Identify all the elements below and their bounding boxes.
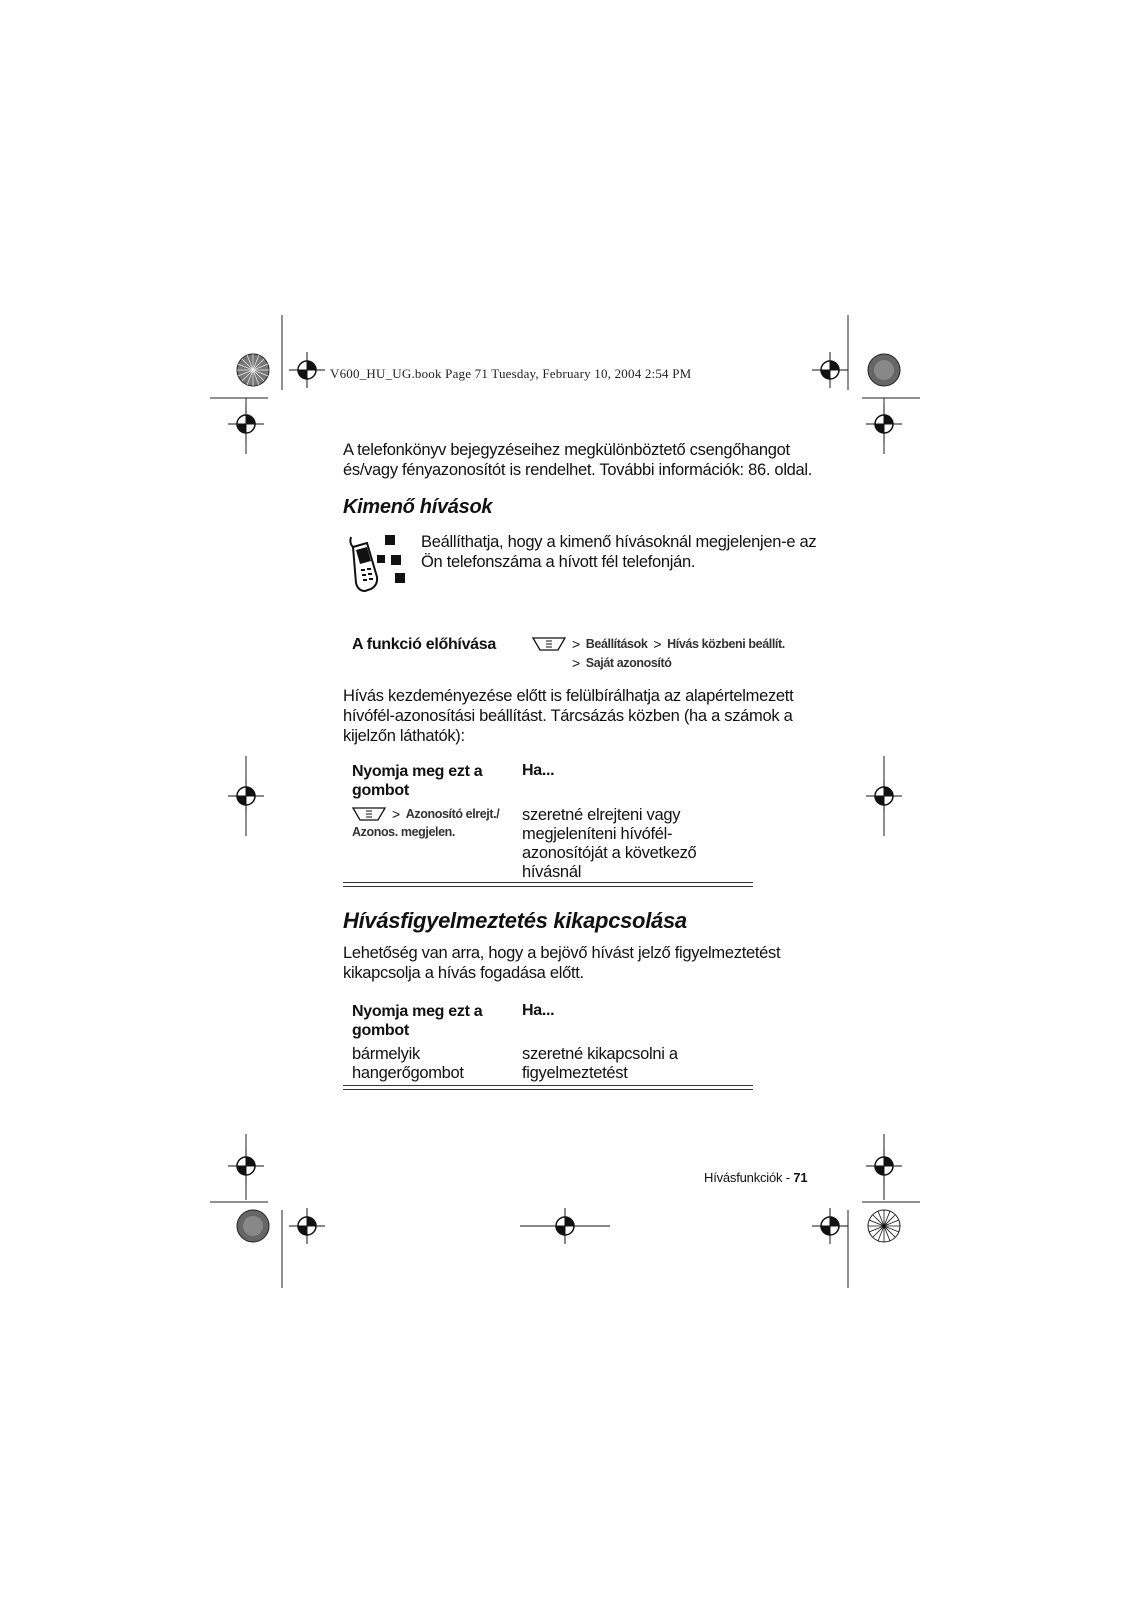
table2-header-condition: Ha... [522,1002,555,1019]
registration-target-icon [812,1208,848,1244]
color-patch-starburst-icon [235,352,271,388]
footer-page-number: 71 [793,1170,808,1185]
table1-row-condition-line-1: szeretné elrejteni vagy [522,806,681,824]
section-title-outgoing-calls: Kimenő hívások [343,496,493,518]
outgoing-calls-description [421,532,816,572]
color-patch-gray-icon [866,352,902,388]
table2-header-key-line-1: Nyomja meg ezt a [352,1003,483,1020]
table2-row-condition-line-2: figyelmeztetést [522,1064,628,1082]
intro-line-2: és/vagy fényazonosítót is rendelhet. További információk: 86. oldal. [343,461,813,479]
table1-header-key-line-2: gombot [352,782,409,799]
path-item-show-id: Azonos. megjelen. [352,825,455,839]
path-separator: > [653,636,662,652]
registration-target-icon [520,1208,610,1244]
table1-rule-bottom [343,886,753,887]
section-title-call-alert-off: Hívásfigyelmeztetés kikapcsolása [343,908,687,933]
call-alert-body-line-2: kikapcsolja a hívás fogadása előtt. [343,964,584,982]
outgoing-desc-line-1: Beállíthatja, hogy a kimenő hívásoknál megjelenjen-e az [421,533,817,551]
table1-row-condition [522,806,696,882]
table1-row-condition-line-4: hívásnál [522,863,582,881]
registration-target-icon [228,1148,264,1184]
path-item-my-caller-id: Saját azonosító [585,656,672,670]
table1-header-condition: Ha... [522,762,555,779]
footer-section-name: Hívásfunkciók - [704,1170,790,1185]
path-separator: > [572,636,580,652]
path-item-hide-id: Azonosító elrejt./ [405,807,500,821]
registration-target-icon [866,406,902,442]
registration-target-icon [289,352,325,388]
call-alert-body-line-1: Lehetőség van arra, hogy a bejövő hívást jelző figyelmeztetést [343,944,781,962]
print-header: V600_HU_UG.book Page 71 Tuesday, February 10, 2004 2:54 PM [330,366,692,381]
outgoing-body-line-2: hívófél-azonosítási beállítást. Tárcsázás közben (ha a számok a [343,707,793,725]
color-patch-gray-icon [235,1208,271,1244]
page-footer [704,1170,807,1185]
path-item-in-call-setup: Hívás közbeni beállít. [667,637,785,651]
intro-line-1: A telefonkönyv bejegyzéseihez megkülönböztető csengőhangot [343,441,790,459]
registration-target-icon [812,352,848,388]
table2-header-key-line-2: gombot [352,1022,409,1039]
table2-rule-top [343,1085,753,1086]
table1-header-key [352,762,482,800]
path-separator: > [572,655,580,671]
registration-target-icon [289,1208,325,1244]
table2-header-key [352,1002,482,1040]
outgoing-body-line-1: Hívás kezdeményezése előtt is felülbírálhatja az alapértelmezett [343,687,794,705]
table1-row-condition-line-2: megjeleníteni hívófél- [522,825,673,843]
path-separator: > [392,806,400,822]
color-patch-starburst-icon [866,1208,902,1244]
path-item-settings: Beállítások [585,637,648,651]
table1-row-key [352,806,499,839]
table1-header-key-line-1: Nyomja meg ezt a [352,763,483,780]
table1-row-condition-line-3: azonosítóját a következő [522,844,697,862]
table2-row-condition-line-1: szeretné kikapcsolni a [522,1045,678,1063]
table2-rule-bottom [343,1089,753,1090]
menu-key-icon [352,807,386,821]
feature-menu-path [532,636,785,671]
table1-rule-top [343,882,753,883]
intro-paragraph [343,440,812,480]
outgoing-body-paragraph [343,686,793,746]
outgoing-desc-line-2: Ön telefonszáma a hívott fél telefonján. [421,553,696,571]
feature-access-label: A funkció előhívása [352,636,496,653]
call-alert-body-paragraph [343,943,780,983]
table2-row-key-line-1: bármelyik [352,1045,420,1063]
registration-target-icon [228,406,264,442]
table2-row-condition [522,1045,678,1083]
table2-row-key-line-2: hangerőgombot [352,1064,464,1082]
registration-target-icon [866,1148,902,1184]
registration-target-icon [228,778,264,814]
table2-row-key [352,1045,464,1083]
menu-key-icon [532,637,566,651]
outgoing-body-line-3: kijelzőn láthatók): [343,727,465,745]
registration-target-icon [866,778,902,814]
network-feature-icon [347,533,409,601]
